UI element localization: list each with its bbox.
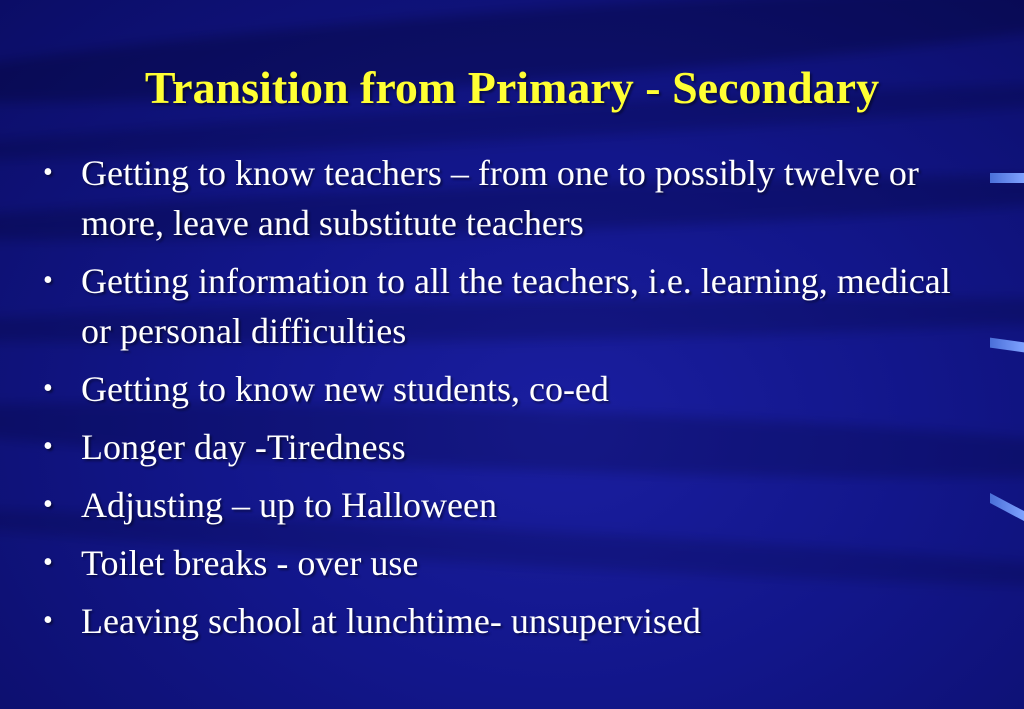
bullet-item	[40, 256, 980, 356]
bullet-item	[40, 480, 980, 530]
bullet-icon: •	[43, 605, 53, 636]
bullet-text: Getting to know new students, co-ed	[81, 369, 609, 409]
bullet-text: Leaving school at lunchtime- unsupervised	[81, 601, 701, 641]
bullet-text: Getting to know teachers – from one to possibly twelve or more, leave and substitute teachers	[81, 153, 919, 243]
bullet-icon: •	[43, 489, 53, 520]
edge-accent-mark	[990, 173, 1024, 183]
bullet-text: Toilet breaks - over use	[81, 543, 419, 583]
edge-accent-mark	[990, 493, 1024, 521]
bullet-icon: •	[43, 373, 53, 404]
bullet-text: Adjusting – up to Halloween	[81, 485, 497, 525]
bullet-item	[40, 422, 980, 472]
bullet-item	[40, 538, 980, 588]
bullet-icon: •	[43, 547, 53, 578]
bullet-icon: •	[43, 157, 53, 188]
bullet-icon: •	[43, 265, 53, 296]
bullet-item	[40, 364, 980, 414]
slide-title: Transition from Primary - Secondary	[144, 62, 880, 113]
bullet-item	[40, 148, 980, 248]
bullet-list	[40, 148, 980, 654]
bullet-icon: •	[43, 431, 53, 462]
edge-accent-mark	[990, 338, 1024, 353]
bullet-text: Longer day -Tiredness	[81, 427, 406, 467]
bullet-item	[40, 596, 980, 646]
bullet-text: Getting information to all the teachers, i.e. learning, medical or personal difficulties	[81, 261, 951, 351]
